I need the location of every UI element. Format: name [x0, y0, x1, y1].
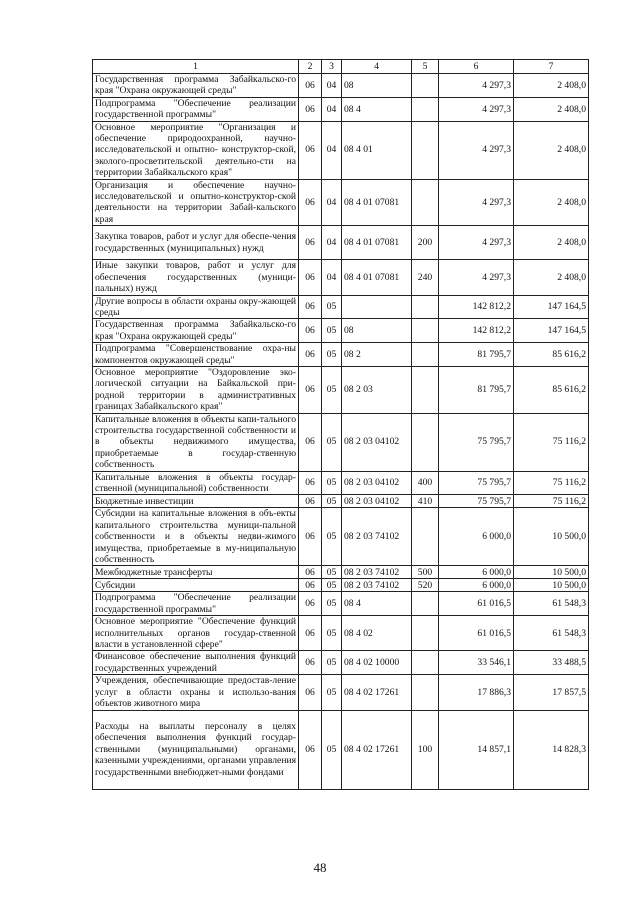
cell-target-article: 08 4 02 [342, 616, 412, 651]
row-label: Закупка товаров, работ и услуг для обеспе-чения государственных (муниципальных) нужд [95, 231, 296, 254]
cell-section: 06 [299, 592, 322, 616]
row-label: Основное мероприятие "Оздоровление эко-логической ситуации на Байкальской при-родной территории в административных границах Забайкальского края" [95, 366, 296, 413]
cell-expense-type [412, 97, 439, 121]
cell-section: 06 [299, 226, 322, 260]
cell-section: 06 [299, 121, 322, 179]
row-label: Другие вопросы в области охраны окру-жающей среды [95, 295, 296, 318]
header-row [93, 60, 589, 74]
table-row [93, 74, 589, 98]
cell-section: 06 [299, 508, 322, 566]
cell-target-article: 08 2 [342, 343, 412, 367]
cell-name [93, 651, 299, 675]
header-col-6: 6 [439, 60, 514, 74]
cell-subsection: 05 [322, 710, 342, 789]
cell-target-article: 08 [342, 319, 412, 343]
cell-name [93, 413, 299, 471]
header-col-7: 7 [514, 60, 589, 74]
cell-amount-col6: 75 795,7 [439, 413, 514, 471]
cell-amount-col6: 142 812,2 [439, 319, 514, 343]
cell-section: 06 [299, 616, 322, 651]
cell-amount-col7: 85 616,2 [514, 366, 589, 413]
cell-section: 06 [299, 295, 322, 319]
table-row [93, 226, 589, 260]
header-col-1: 1 [93, 60, 299, 74]
cell-section: 06 [299, 74, 322, 98]
cell-amount-col6: 33 546,1 [439, 651, 514, 675]
cell-amount-col6: 81 795,7 [439, 366, 514, 413]
row-label: Учреждения, обеспечивающие предостав-ление услуг в области охраны и использо-вания объектов животного мира [95, 675, 296, 710]
cell-expense-type [412, 592, 439, 616]
row-label: Подпрограмма "Совершенствование охра-ны компонентов окружающей среды" [95, 343, 296, 366]
cell-amount-col7: 10 500,0 [514, 579, 589, 592]
cell-amount-col7: 2 408,0 [514, 74, 589, 98]
cell-target-article: 08 4 02 17261 [342, 675, 412, 710]
header-col-2: 2 [299, 60, 322, 74]
cell-target-article: 08 2 03 74102 [342, 579, 412, 592]
cell-amount-col7: 75 116,2 [514, 495, 589, 508]
cell-target-article: 08 2 03 04102 [342, 495, 412, 508]
cell-subsection: 05 [322, 295, 342, 319]
cell-expense-type [412, 508, 439, 566]
cell-amount-col6: 75 795,7 [439, 495, 514, 508]
table-row [93, 121, 589, 179]
cell-amount-col7: 61 548,3 [514, 592, 589, 616]
cell-target-article: 08 2 03 04102 [342, 413, 412, 471]
cell-target-article: 08 2 03 74102 [342, 566, 412, 579]
cell-expense-type [412, 179, 439, 226]
header-col-4: 4 [342, 60, 412, 74]
cell-subsection: 05 [322, 579, 342, 592]
table-row [93, 566, 589, 579]
cell-name [93, 260, 299, 295]
cell-section: 06 [299, 260, 322, 295]
row-label: Межбюджетные трансферты [95, 566, 213, 578]
cell-expense-type [412, 74, 439, 98]
cell-name [93, 675, 299, 710]
cell-subsection: 04 [322, 97, 342, 121]
cell-target-article [342, 295, 412, 319]
row-label: Расходы на выплаты персоналу в целях обеспечения выполнения функций государ-ственными (муниципальными) органами, казенными учреждениями, органами управления государственными внебюджет-ными фондами [95, 720, 296, 778]
cell-name [93, 319, 299, 343]
table-row [93, 579, 589, 592]
cell-amount-col6: 4 297,3 [439, 97, 514, 121]
cell-amount-col7: 2 408,0 [514, 179, 589, 226]
cell-name [93, 366, 299, 413]
cell-expense-type [412, 413, 439, 471]
cell-amount-col6: 6 000,0 [439, 579, 514, 592]
table-row [93, 710, 589, 789]
table-row [93, 295, 589, 319]
cell-name [93, 579, 299, 592]
cell-name [93, 226, 299, 260]
cell-subsection: 04 [322, 226, 342, 260]
cell-expense-type: 400 [412, 471, 439, 495]
cell-section: 06 [299, 179, 322, 226]
cell-amount-col6: 4 297,3 [439, 226, 514, 260]
cell-section: 06 [299, 651, 322, 675]
cell-section: 06 [299, 495, 322, 508]
cell-expense-type [412, 295, 439, 319]
table-row [93, 343, 589, 367]
cell-amount-col7: 14 828,3 [514, 710, 589, 789]
cell-amount-col6: 6 000,0 [439, 508, 514, 566]
cell-amount-col7: 2 408,0 [514, 121, 589, 179]
table-row [93, 179, 589, 226]
cell-subsection: 05 [322, 343, 342, 367]
cell-amount-col6: 61 016,5 [439, 616, 514, 651]
row-label: Государственная программа Забайкальско-го края "Охрана окружающей среды" [95, 74, 296, 97]
cell-subsection: 04 [322, 74, 342, 98]
cell-amount-col6: 142 812,2 [439, 295, 514, 319]
header-col-5: 5 [412, 60, 439, 74]
page-number: 48 [313, 860, 327, 875]
row-label: Финансовое обеспечение выполнения функций государственных учреждений [95, 651, 296, 674]
cell-expense-type: 410 [412, 495, 439, 508]
table-row [93, 97, 589, 121]
cell-section: 06 [299, 566, 322, 579]
cell-amount-col7: 147 164,5 [514, 295, 589, 319]
cell-target-article: 08 2 03 04102 [342, 471, 412, 495]
cell-amount-col6: 81 795,7 [439, 343, 514, 367]
cell-amount-col7: 85 616,2 [514, 343, 589, 367]
row-label: Подпрограмма "Обеспечение реализации государственной программы" [95, 97, 296, 121]
cell-amount-col7: 10 500,0 [514, 508, 589, 566]
cell-target-article: 08 2 03 [342, 366, 412, 413]
table-row [93, 413, 589, 471]
cell-section: 06 [299, 343, 322, 367]
cell-section: 06 [299, 413, 322, 471]
cell-subsection: 05 [322, 508, 342, 566]
cell-amount-col6: 4 297,3 [439, 260, 514, 295]
cell-amount-col6: 17 886,3 [439, 675, 514, 710]
cell-amount-col7: 75 116,2 [514, 471, 589, 495]
cell-name [93, 710, 299, 789]
cell-expense-type [412, 651, 439, 675]
row-label: Субсидии на капитальные вложения в объ-екты капитального строительства муници-пальной собственности и в объекты недви-жимого имущества, приобретаемые в му-ниципальную собственность [95, 508, 296, 566]
cell-subsection: 04 [322, 121, 342, 179]
cell-expense-type: 520 [412, 579, 439, 592]
cell-amount-col6: 4 297,3 [439, 179, 514, 226]
cell-subsection: 05 [322, 651, 342, 675]
table-row [93, 651, 589, 675]
cell-name [93, 97, 299, 121]
cell-amount-col7: 10 500,0 [514, 566, 589, 579]
cell-target-article: 08 4 01 07081 [342, 226, 412, 260]
row-label: Основное мероприятие "Организация и обеспечение природоохранной, научно-исследовательской и опытно- конструктор-ской, эколого-просветительской деятельно-сти на территории Забайкальского края" [95, 121, 296, 179]
table-row [93, 260, 589, 295]
budget-table [92, 59, 589, 790]
cell-name [93, 343, 299, 367]
cell-expense-type [412, 343, 439, 367]
table-row [93, 592, 589, 616]
cell-amount-col7: 61 548,3 [514, 616, 589, 651]
table-row [93, 508, 589, 566]
cell-name [93, 295, 299, 319]
row-label: Субсидии [95, 579, 136, 591]
cell-name [93, 592, 299, 616]
cell-target-article: 08 4 [342, 592, 412, 616]
cell-name [93, 74, 299, 98]
cell-expense-type [412, 121, 439, 179]
cell-name [93, 616, 299, 651]
cell-name [93, 471, 299, 495]
row-label: Капитальные вложения в объекты капи-тального строительства государственной собственности и в объекты недвижимого имущества, приобретаемые в государ-ственную собственность [95, 413, 296, 471]
table-row [93, 616, 589, 651]
cell-name [93, 495, 299, 508]
table-row [93, 675, 589, 710]
cell-subsection: 05 [322, 413, 342, 471]
cell-amount-col7: 2 408,0 [514, 260, 589, 295]
row-label: Бюджетные инвестиции [95, 495, 194, 507]
cell-expense-type [412, 319, 439, 343]
cell-expense-type [412, 675, 439, 710]
cell-subsection: 05 [322, 616, 342, 651]
cell-amount-col6: 4 297,3 [439, 121, 514, 179]
cell-section: 06 [299, 710, 322, 789]
cell-target-article: 08 4 02 10000 [342, 651, 412, 675]
cell-name [93, 566, 299, 579]
table-row [93, 366, 589, 413]
row-label: Государственная программа Забайкальско-го края "Охрана окружающей среды" [95, 319, 296, 342]
cell-target-article: 08 4 01 [342, 121, 412, 179]
cell-subsection: 05 [322, 471, 342, 495]
cell-amount-col7: 2 408,0 [514, 226, 589, 260]
cell-amount-col7: 17 857,5 [514, 675, 589, 710]
cell-subsection: 05 [322, 319, 342, 343]
cell-expense-type [412, 366, 439, 413]
cell-section: 06 [299, 579, 322, 592]
cell-expense-type: 240 [412, 260, 439, 295]
cell-target-article: 08 [342, 74, 412, 98]
cell-amount-col6: 75 795,7 [439, 471, 514, 495]
cell-subsection: 05 [322, 566, 342, 579]
row-label: Иные закупки товаров, работ и услуг для обеспечения государственных (муници-пальных) нужд [95, 260, 296, 295]
row-label: Основное мероприятие "Обеспечение функций исполнительных органов государ-ственной власти в установленной сфере" [95, 616, 296, 651]
cell-name [93, 179, 299, 226]
cell-section: 06 [299, 675, 322, 710]
cell-target-article: 08 4 [342, 97, 412, 121]
cell-target-article: 08 2 03 74102 [342, 508, 412, 566]
cell-subsection: 05 [322, 366, 342, 413]
row-label: Организация и обеспечение научно-исследовательской и опытно-конструктор-ской деятельности на территории Забай-кальского края [95, 179, 296, 225]
cell-amount-col6: 6 000,0 [439, 566, 514, 579]
cell-expense-type: 500 [412, 566, 439, 579]
header-col-3: 3 [322, 60, 342, 74]
cell-subsection: 05 [322, 675, 342, 710]
cell-expense-type: 100 [412, 710, 439, 789]
cell-amount-col7: 33 488,5 [514, 651, 589, 675]
cell-section: 06 [299, 366, 322, 413]
cell-amount-col7: 2 408,0 [514, 97, 589, 121]
cell-target-article: 08 4 01 07081 [342, 260, 412, 295]
cell-name [93, 508, 299, 566]
cell-subsection: 04 [322, 260, 342, 295]
table-body [93, 74, 589, 790]
cell-name [93, 121, 299, 179]
cell-subsection: 04 [322, 179, 342, 226]
cell-amount-col6: 61 016,5 [439, 592, 514, 616]
row-label: Капитальные вложения в объекты государ-ственной (муниципальной) собственности [95, 471, 296, 494]
cell-section: 06 [299, 97, 322, 121]
table-row [93, 495, 589, 508]
cell-target-article: 08 4 01 07081 [342, 179, 412, 226]
cell-section: 06 [299, 319, 322, 343]
cell-target-article: 08 4 02 17261 [342, 710, 412, 789]
cell-amount-col6: 4 297,3 [439, 74, 514, 98]
table-row [93, 471, 589, 495]
cell-amount-col7: 147 164,5 [514, 319, 589, 343]
cell-subsection: 05 [322, 592, 342, 616]
cell-amount-col6: 14 857,1 [439, 710, 514, 789]
cell-section: 06 [299, 471, 322, 495]
cell-expense-type [412, 616, 439, 651]
cell-expense-type: 200 [412, 226, 439, 260]
cell-amount-col7: 75 116,2 [514, 413, 589, 471]
table-row [93, 319, 589, 343]
cell-subsection: 05 [322, 495, 342, 508]
row-label: Подпрограмма "Обеспечение реализации государственной программы" [95, 592, 296, 615]
